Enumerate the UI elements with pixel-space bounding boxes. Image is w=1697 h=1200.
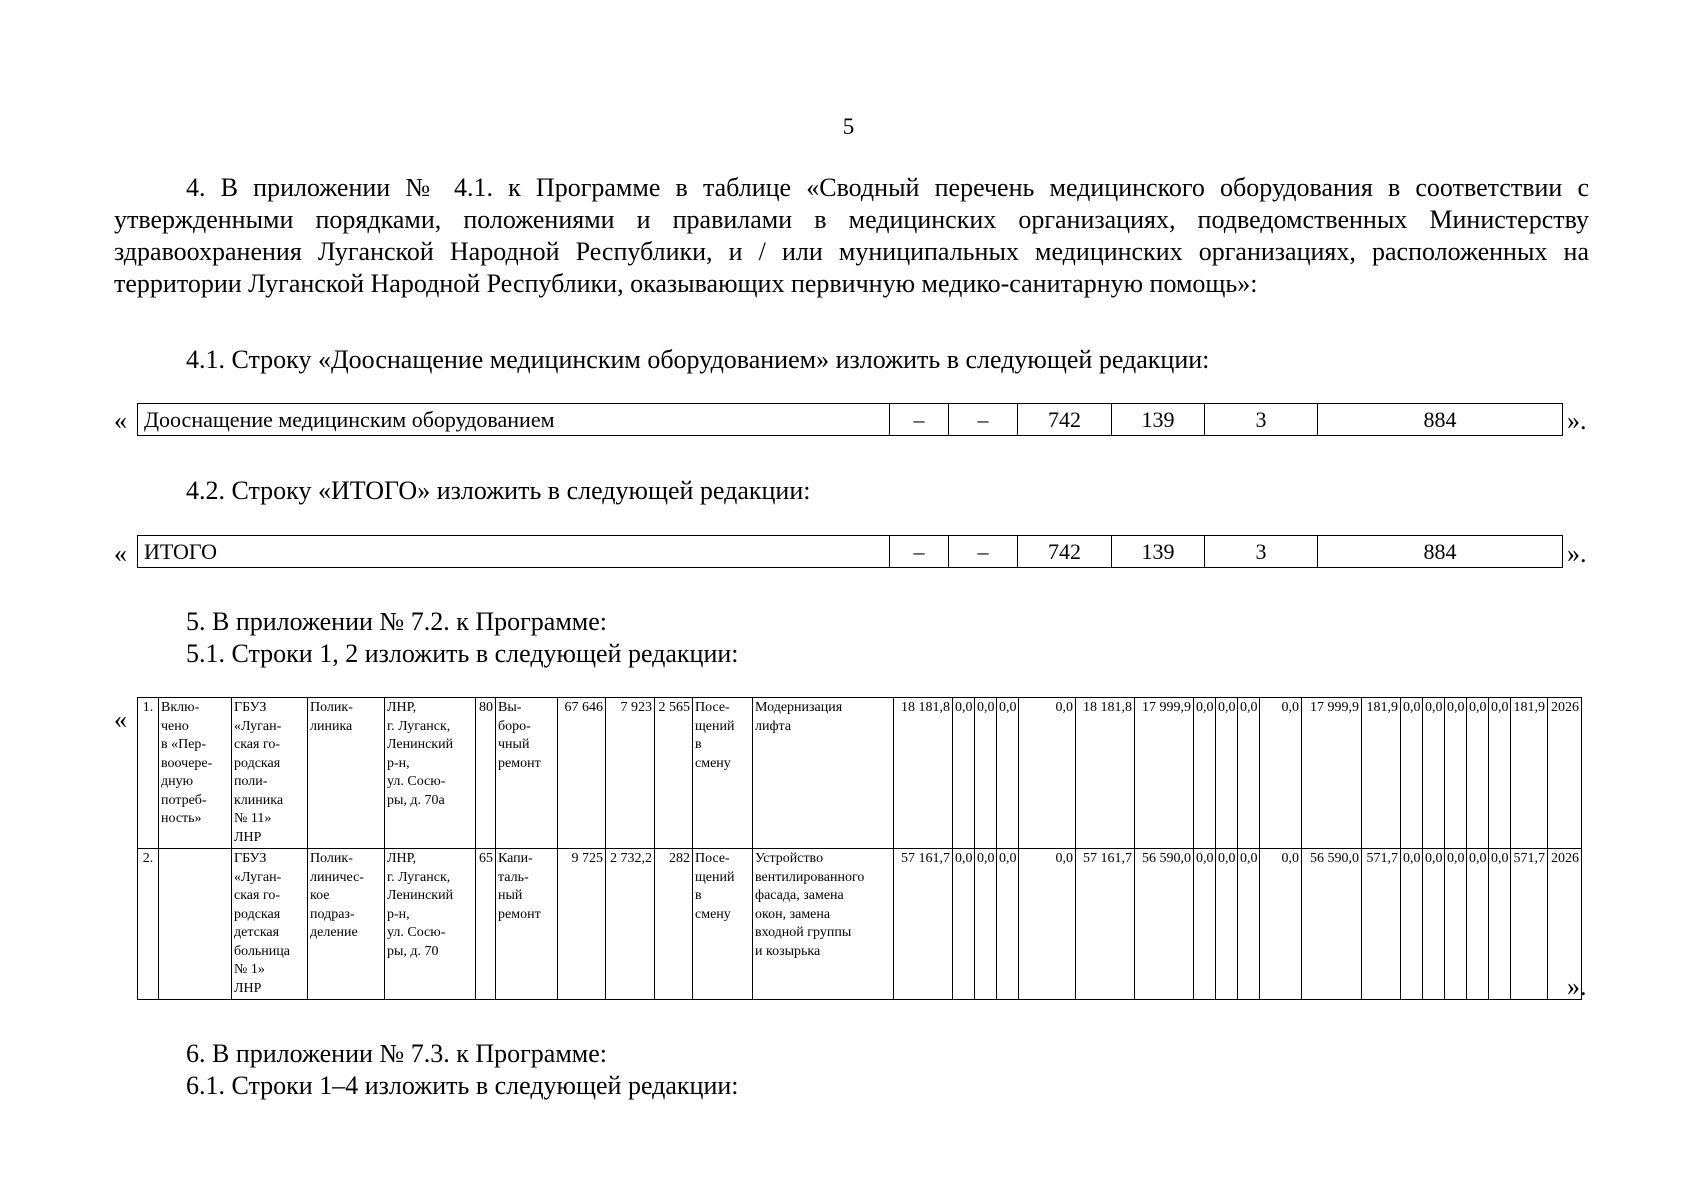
table-cell: 7 923 xyxy=(606,698,655,849)
table-cell: 0,0 xyxy=(1019,849,1076,1000)
table-cell: 18 181,8 xyxy=(1076,698,1135,849)
paragraph-4-1: 4.1. Строку «Дооснащение медицинским оборудованием» изложить в следующей редакции: xyxy=(186,345,1210,374)
table-cell: 0,0 xyxy=(1489,698,1511,849)
table-cell: Модернизация лифта xyxy=(753,698,894,849)
table-cell: 2 565 xyxy=(655,698,693,849)
table-cell: ЛНР, г. Луганск, Ленинский р-н, ул. Сосю- ры, д. 70а xyxy=(385,698,476,849)
table-row xyxy=(138,849,1582,1000)
table-cell: 0,0 xyxy=(1238,849,1260,1000)
table-cell: Вклю- чено в «Пер- воочере- дную потреб- ность» xyxy=(159,698,232,849)
close-quote: ». xyxy=(1567,406,1587,435)
table-cell: 0,0 xyxy=(1216,849,1238,1000)
cell-value: 3 xyxy=(1205,404,1318,436)
table-cell: 0,0 xyxy=(953,849,975,1000)
cell-value: 742 xyxy=(1018,536,1112,568)
close-quote: ». xyxy=(1567,972,1587,1001)
table-cell: 0,0 xyxy=(1194,698,1216,849)
table-cell: Полик- линика xyxy=(308,698,385,849)
table-cell: 2026 xyxy=(1548,698,1582,849)
paragraph-5: 5. В приложении № 7.2. к Программе: xyxy=(186,607,607,636)
table-cell: 0,0 xyxy=(1467,849,1489,1000)
table-cell: 57 161,7 xyxy=(894,849,953,1000)
table-cell: 65 xyxy=(476,849,496,1000)
table-row xyxy=(138,698,1582,849)
table-cell: 0,0 xyxy=(1445,849,1467,1000)
table-cell: 56 590,0 xyxy=(1302,849,1362,1000)
cell-value: – xyxy=(890,536,949,568)
table-cell: 0,0 xyxy=(1238,698,1260,849)
open-quote: « xyxy=(114,539,127,568)
paragraph-6: 6. В приложении № 7.3. к Программе: xyxy=(186,1039,607,1068)
table-cell: 0,0 xyxy=(1260,849,1302,1000)
table-cell: 571,7 xyxy=(1511,849,1548,1000)
cell-value: – xyxy=(890,404,949,436)
cell-name: Дооснащение медицинским оборудованием xyxy=(138,404,890,436)
table-cell: 0,0 xyxy=(1467,698,1489,849)
table-cell: 0,0 xyxy=(1445,698,1467,849)
table-cell: 571,7 xyxy=(1362,849,1401,1000)
table-cell: 0,0 xyxy=(1216,698,1238,849)
row-table-total xyxy=(137,535,1563,568)
table-cell: 17 999,9 xyxy=(1302,698,1362,849)
paragraph-5-1: 5.1. Строки 1, 2 изложить в следующей редакции: xyxy=(186,639,739,668)
cell-name: ИТОГО xyxy=(138,536,890,568)
table-cell: 18 181,8 xyxy=(894,698,953,849)
table-cell: 56 590,0 xyxy=(1135,849,1194,1000)
table-cell: Капи- таль- ный ремонт xyxy=(496,849,558,1000)
cell-value: 139 xyxy=(1112,536,1205,568)
open-quote: « xyxy=(114,705,127,734)
table-cell: ГБУЗ «Луган- ская го- родская поли- клиника № 11» ЛНР xyxy=(232,698,308,849)
table-cell: 0,0 xyxy=(997,849,1019,1000)
close-quote: ». xyxy=(1567,539,1587,568)
cell-value: 742 xyxy=(1018,404,1112,436)
table-cell: Посе- щений в смену xyxy=(693,849,753,1000)
table-cell: 80 xyxy=(476,698,496,849)
table-cell: 0,0 xyxy=(1401,698,1423,849)
table-cell: Полик- линичес- кое подраз- деление xyxy=(308,849,385,1000)
row-table-equipment xyxy=(137,403,1563,436)
table-cell: 181,9 xyxy=(1511,698,1548,849)
page-number: 5 xyxy=(842,114,855,139)
table-cell: ЛНР, г. Луганск, Ленинский р-н, ул. Сосю- ры, д. 70 xyxy=(385,849,476,1000)
table-cell xyxy=(159,849,232,1000)
table-cell: 282 xyxy=(655,849,693,1000)
table-cell: 0,0 xyxy=(1194,849,1216,1000)
table-cell: ГБУЗ «Луган- ская го- родская детская больница № 1» ЛНР xyxy=(232,849,308,1000)
table-cell: 57 161,7 xyxy=(1076,849,1135,1000)
cell-value: – xyxy=(949,404,1018,436)
table-cell: 0,0 xyxy=(975,849,997,1000)
cell-value: 139 xyxy=(1112,404,1205,436)
cell-value: 884 xyxy=(1318,404,1563,436)
table-cell: 2 732,2 xyxy=(606,849,655,1000)
table-cell: Устройство вентилированного фасада, замена окон, замена входной группы и козырька xyxy=(753,849,894,1000)
paragraph-4-2: 4.2. Строку «ИТОГО» изложить в следующей редакции: xyxy=(186,476,811,505)
table-cell: 1. xyxy=(138,698,159,849)
table-cell: 2026 xyxy=(1548,849,1582,1000)
table-cell: 0,0 xyxy=(953,698,975,849)
cell-value: 3 xyxy=(1205,536,1318,568)
paragraph-6-1: 6.1. Строки 1–4 изложить в следующей редакции: xyxy=(186,1071,739,1100)
paragraph-4: 4. В приложении № 4.1. к Программе в таблице «Сводный перечень медицинского оборудования в соответствии с утвержденными порядками, положениями и правилами в медицинских организациях, подведомственных Министерству здравоохранения Луганской Народной Республики, и / или муниципальных медицинских организациях, расположенных на территории Луганской Народной Республики, оказывающих первичную медико-санитарную помощь»: xyxy=(114,173,1589,298)
table-cell: 0,0 xyxy=(997,698,1019,849)
table-cell: 0,0 xyxy=(975,698,997,849)
table-cell: 181,9 xyxy=(1362,698,1401,849)
table-cell: 0,0 xyxy=(1019,698,1076,849)
table-cell: 17 999,9 xyxy=(1135,698,1194,849)
table-cell: Вы- боро- чный ремонт xyxy=(496,698,558,849)
table-cell: 0,0 xyxy=(1489,849,1511,1000)
table-cell: 0,0 xyxy=(1260,698,1302,849)
objects-table xyxy=(137,697,1582,1000)
table-cell: 0,0 xyxy=(1423,849,1445,1000)
table-cell: 9 725 xyxy=(558,849,606,1000)
table-cell: Посе- щений в смену xyxy=(693,698,753,849)
table-cell: 0,0 xyxy=(1401,849,1423,1000)
open-quote: « xyxy=(114,406,127,435)
table-cell: 67 646 xyxy=(558,698,606,849)
cell-value: – xyxy=(949,536,1018,568)
cell-value: 884 xyxy=(1318,536,1563,568)
table-cell: 2. xyxy=(138,849,159,1000)
table-cell: 0,0 xyxy=(1423,698,1445,849)
